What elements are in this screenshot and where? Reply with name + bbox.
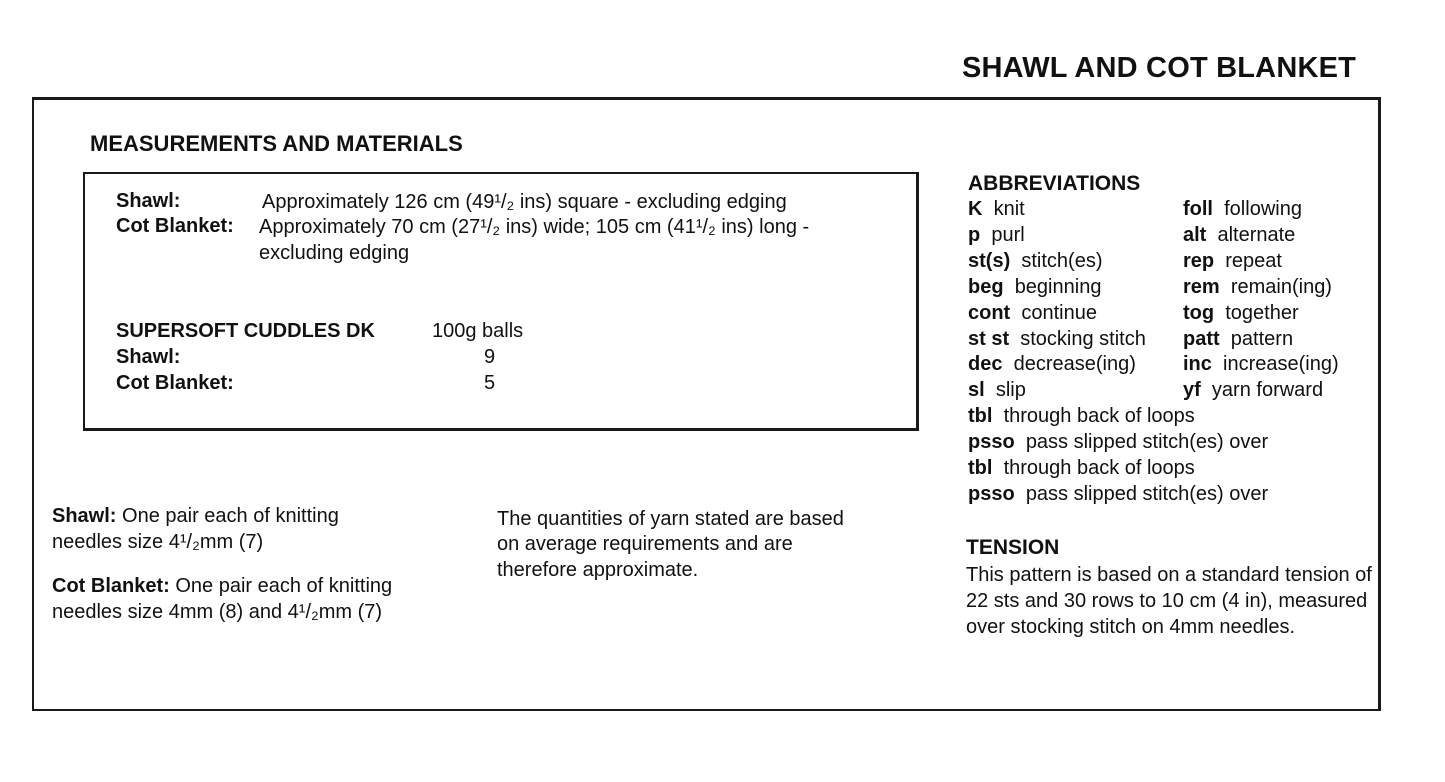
cot-size-line2: excluding edging [259,242,410,264]
abbr-item: sl slip [968,379,1026,402]
shawl-balls: 9 [484,346,496,368]
abbr-item: rep repeat [1183,249,1282,272]
page-title: SHAWL AND COT BLANKET [962,52,1357,84]
tension-text: This pattern is based on a standard tension of 22 sts and 30 rows to 10 cm (4 in), measured over stocking stitch on 4mm needles. [966,564,1372,638]
abbreviations-right-column [1183,197,1339,404]
yarn-unit: 100g balls [432,320,524,342]
abbr-item: patt pattern [1183,327,1294,350]
abbr-item: p purl [968,223,1025,246]
abbr-item: dec decrease(ing) [968,353,1136,376]
abbr-item: yf yarn forward [1183,379,1324,402]
abbr-item: tog together [1183,301,1299,324]
abbr-item: inc increase(ing) [1183,353,1339,376]
abbr-item: st st stocking stitch [968,327,1146,350]
needles-cot-line1: One pair each of knitting [175,575,393,597]
shawl-balls-label: Shawl: [116,346,181,368]
abbr-item: psso pass slipped stitch(es) over [968,482,1269,505]
needles-cot [52,574,392,598]
cot-balls: 5 [484,372,496,394]
abbr-item: foll following [1183,198,1302,220]
abbr-item: tbl through back of loops [968,457,1195,480]
cot-label: Cot Blanket: [116,215,234,237]
needles-cot-line2: needles size 4mm (8) and 4¹/₂mm (7) [52,601,383,623]
tension-heading: TENSION [966,536,1060,559]
measurements-heading: MEASUREMENTS AND MATERIALS [90,131,463,156]
abbr-item: rem remain(ing) [1183,275,1332,298]
quantities-note-line1: The quantities of yarn stated are based [497,508,844,530]
abbr-item: K knit [968,198,1025,220]
needles-cot-label: Cot Blanket: [52,575,170,597]
needles-shawl [52,504,339,528]
abbreviations-heading: ABBREVIATIONS [968,172,1141,195]
abbr-item: beg beginning [968,275,1102,298]
needles-shawl-line2: needles size 4¹/₂mm (7) [52,531,264,553]
abbr-item: tbl through back of loops [968,405,1195,428]
cot-size-line1: Approximately 70 cm (27¹/₂ ins) wide; 105 cm (41¹/₂ ins) long - [259,216,810,238]
yarn-name: SUPERSOFT CUDDLES DK [116,320,375,342]
shawl-label: Shawl: [116,190,181,212]
abbr-item: alt alternate [1183,223,1296,246]
shawl-size: Approximately 126 cm (49¹/₂ ins) square - excluding edging [262,191,787,213]
abbr-item: psso pass slipped stitch(es) over [968,431,1269,454]
needles-shawl-line1: One pair each of knitting [122,505,339,527]
cot-balls-label: Cot Blanket: [116,372,234,394]
quantities-note-line2: on average requirements and are [497,533,793,555]
needles-shawl-label: Shawl: [52,505,117,527]
abbr-item: cont continue [968,301,1097,324]
quantities-note-line3: therefore approximate. [497,559,699,581]
abbr-item: st(s) stitch(es) [968,249,1103,272]
